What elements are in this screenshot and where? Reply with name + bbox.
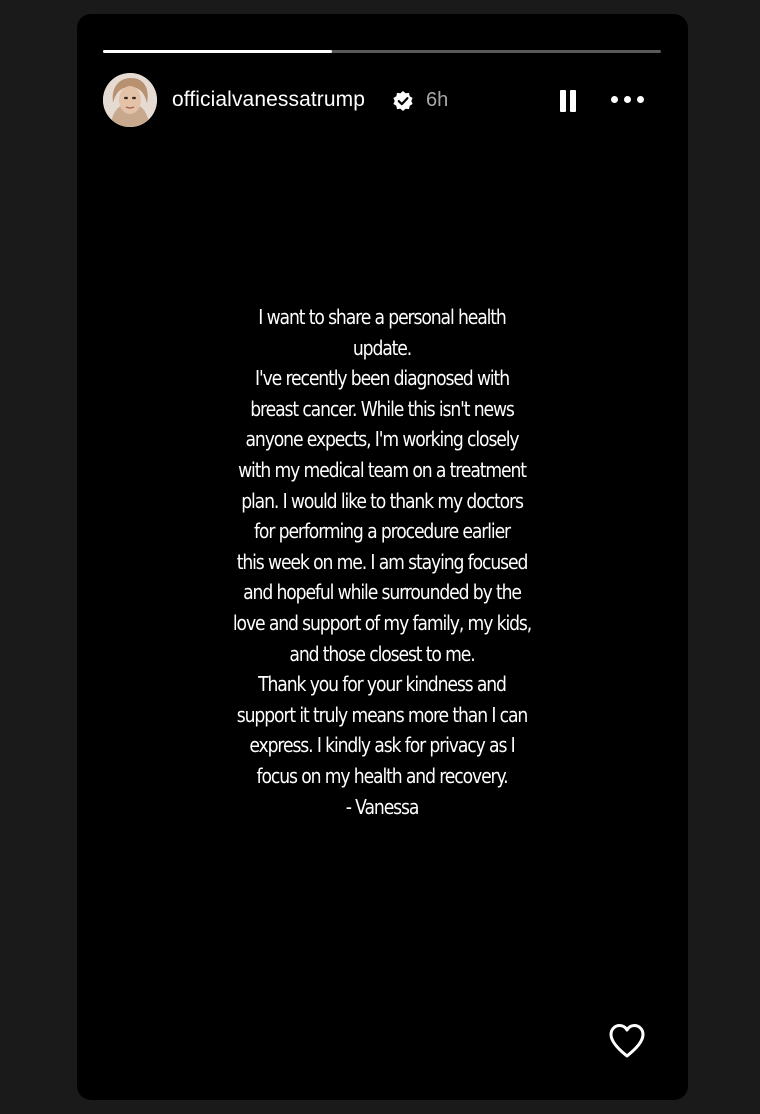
story-text-line: anyone expects, I'm working closely (245, 427, 519, 452)
story-text-line: I want to share a personal health (258, 305, 506, 329)
more-options-dot (637, 96, 644, 103)
more-options-icon (611, 96, 618, 103)
story-text-line: express. I kindly ask for privacy as I (249, 733, 515, 758)
like-button[interactable] (607, 1022, 647, 1060)
story-text-line: Thank you for your kindness and (258, 672, 506, 697)
story-viewer[interactable] (77, 14, 688, 1100)
story-text-line: love and support of my family, my kids, (232, 610, 532, 635)
story-progress-fill (103, 50, 332, 53)
heart-outline-icon (607, 1022, 647, 1060)
verified-badge-icon (392, 90, 414, 112)
more-options-dot (624, 96, 631, 103)
story-text-line: for performing a procedure earlier (253, 519, 510, 544)
pause-button[interactable] (555, 87, 579, 115)
story-text-line: support it truly means more than I can (236, 702, 528, 727)
more-options-button[interactable] (608, 91, 648, 111)
story-text-line: with my medical team on a treatment (238, 457, 526, 482)
post-time: 6h (426, 89, 449, 111)
story-text-line: and hopeful while surrounded by the (243, 580, 521, 605)
profile-photo-icon (103, 73, 157, 127)
story-text-line: this week on me. I am staying focused (236, 549, 528, 574)
story-text (176, 302, 589, 822)
pause-icon-bar (570, 90, 576, 112)
story-text-line: update. (352, 335, 412, 360)
story-progress-bar (103, 50, 661, 53)
pause-icon (560, 90, 566, 112)
story-header (103, 73, 661, 129)
username[interactable]: officialvanessatrump (172, 88, 366, 111)
story-text-line: focus on my health and recovery. (256, 763, 508, 788)
story-text-line: - Vanessa (345, 794, 419, 819)
story-text-line: breast cancer. While this isn't news (250, 396, 514, 421)
story-text-line: plan. I would like to thank my doctors (241, 488, 523, 513)
story-text-line: I've recently been diagnosed with (255, 366, 509, 391)
avatar[interactable] (103, 73, 157, 127)
story-text-line: and those closest to me. (289, 641, 475, 666)
